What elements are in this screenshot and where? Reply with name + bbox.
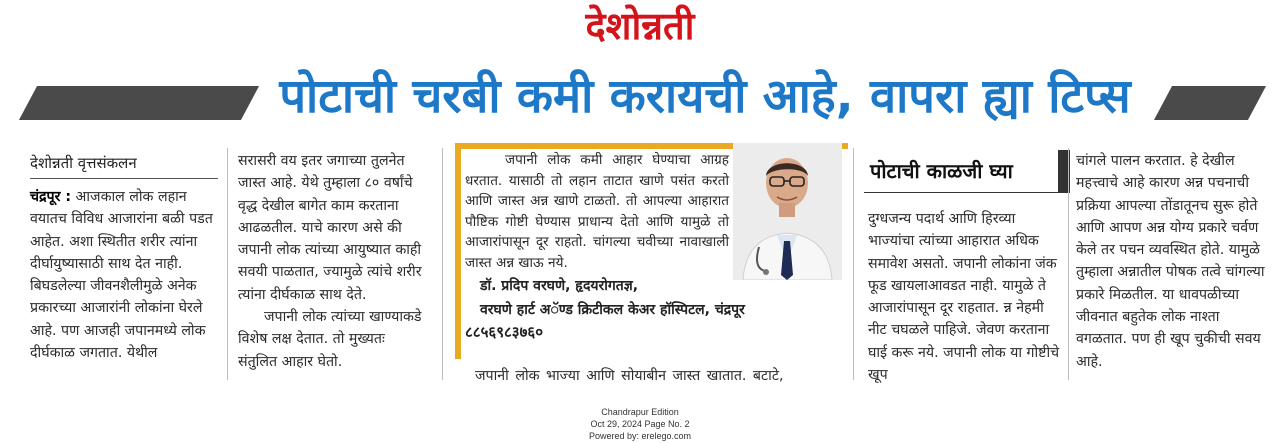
subheading: पोटाची काळजी घ्या	[864, 150, 1070, 193]
headline-stripe-right	[1154, 86, 1266, 120]
quote-signature-phone: ८८५६९८३७६०	[465, 323, 544, 341]
column-3-text: जपानी लोक भाज्या आणि सोयाबीन जास्त खातात. बटाटे,	[475, 368, 784, 384]
column-1-text: आजकाल लोक लहान वयातच विविध आजारांना बळी पडत आहेत. अशा स्थितीत शरीर त्यांना दीर्घायुष्यासाठी साथ देत नाही. बिघडलेल्या जीवनशैलीमुळे अनेक प्रकारच्या आजारांनी लोकांना घेरले आहे. पण आजही जपानमध्ये लोक दीर्घकाळ जगतात. येथील	[30, 189, 213, 362]
headline: पोटाची चरबी कमी करायची आहे, वापरा ह्या टिप्स	[279, 69, 1131, 124]
column-6-text: चांगले पालन करतात. हे देखील महत्त्वाचे आहे कारण अन्न पचनाची प्रक्रिया आपल्या तोंडातूनच सुरू होते आणि आपण अन्न योग्य प्रकारे चर्वण केले तर पचन व्यवस्थित होते. यामुळे तुम्हाला अन्नातील पोषक तत्वे चांगल्या प्रकारे मिळतील. या धावपळीच्या जीवनात बहुतेक लोक नाश्ता वगळतात. पण ही खूप चुकीची सवय आहे.	[1076, 153, 1265, 370]
footer-date-page: Oct 29, 2024 Page No. 2	[590, 419, 690, 429]
doctor-photo	[733, 143, 842, 280]
column-5-text: दुग्धजन्य पदार्थ आणि हिरव्या भाज्यांचा त्यांच्या आहारात अधिक समावेश असतो. जपानी लोकांना जंक फूड खायलाआवडत नाही. यामुळे ते आजारांपासून दूर राहतात. न्न नेहमी नीट चघळले पाहिजे. जेवण करताना घाई करू नये. जपानी लोक या गोष्टीचे खूप	[868, 211, 1060, 384]
column-2-para-2: जपानी लोक त्यांच्या खाण्याकडे विशेष लक्ष देतात. तो मुख्यतः संतुलित आहार घेतो.	[238, 309, 422, 370]
article-column-5	[868, 208, 1061, 386]
byline: देशोन्नती वृत्तसंकलन	[30, 154, 137, 172]
footer-edition: Chandrapur Edition	[601, 407, 679, 417]
byline-underline	[30, 178, 218, 179]
headline-stripe-left	[19, 86, 259, 120]
column-divider	[227, 148, 228, 380]
article-column-2	[238, 150, 428, 373]
column-divider	[1068, 148, 1069, 380]
quote-signature-name: डॉ. प्रदिप वरघणे, हृदयरोगतज्ञ,	[480, 278, 639, 294]
column-divider	[442, 148, 443, 380]
column-2-para-1: सरासरी वय इतर जगाच्या तुलनेत जास्त आहे. येथे तुम्हाला ८० वर्षांचे वृद्ध देखील बागेत काम करताना आढळतील. याचे कारण असे की जपानी लोक त्यांच्या आयुष्यात काही सवयी पाळतात, ज्यामुळे त्यांचे शरीर त्यांना दीर्घकाळ साथ देते.	[238, 153, 422, 303]
column-divider	[853, 148, 854, 380]
article-column-6	[1076, 150, 1266, 373]
quote-signature-hospital: वरघणे हार्ट अॅण्ड क्रिटीकल केअर हॉस्पिटल, चंद्रपूर	[480, 302, 745, 318]
footer-powered-by: Powered by: erelego.com	[588, 431, 692, 441]
doctor-portrait-icon	[733, 143, 842, 280]
dateline: चंद्रपूर :	[30, 189, 72, 205]
doctor-quote-text	[465, 150, 729, 274]
article-column-1	[30, 152, 220, 364]
quote-body: जपानी लोक कमी आहार घेण्याचा आग्रह धरतात. यासाठी तो लहान ताटात खाणे पसंत करतो आणि जास्त अन्न खाणे टाळतो. तो आपल्या आहारात पौष्टिक गोष्टी घेण्यास प्राधान्य देतो आणि यामुळे तो आजारांपासून दूर राहतो. चांगल्या चवीच्या नावाखाली जास्त अन्न खाऊ नये.	[465, 152, 729, 271]
masthead-logo: देशोन्नती	[585, 3, 695, 48]
